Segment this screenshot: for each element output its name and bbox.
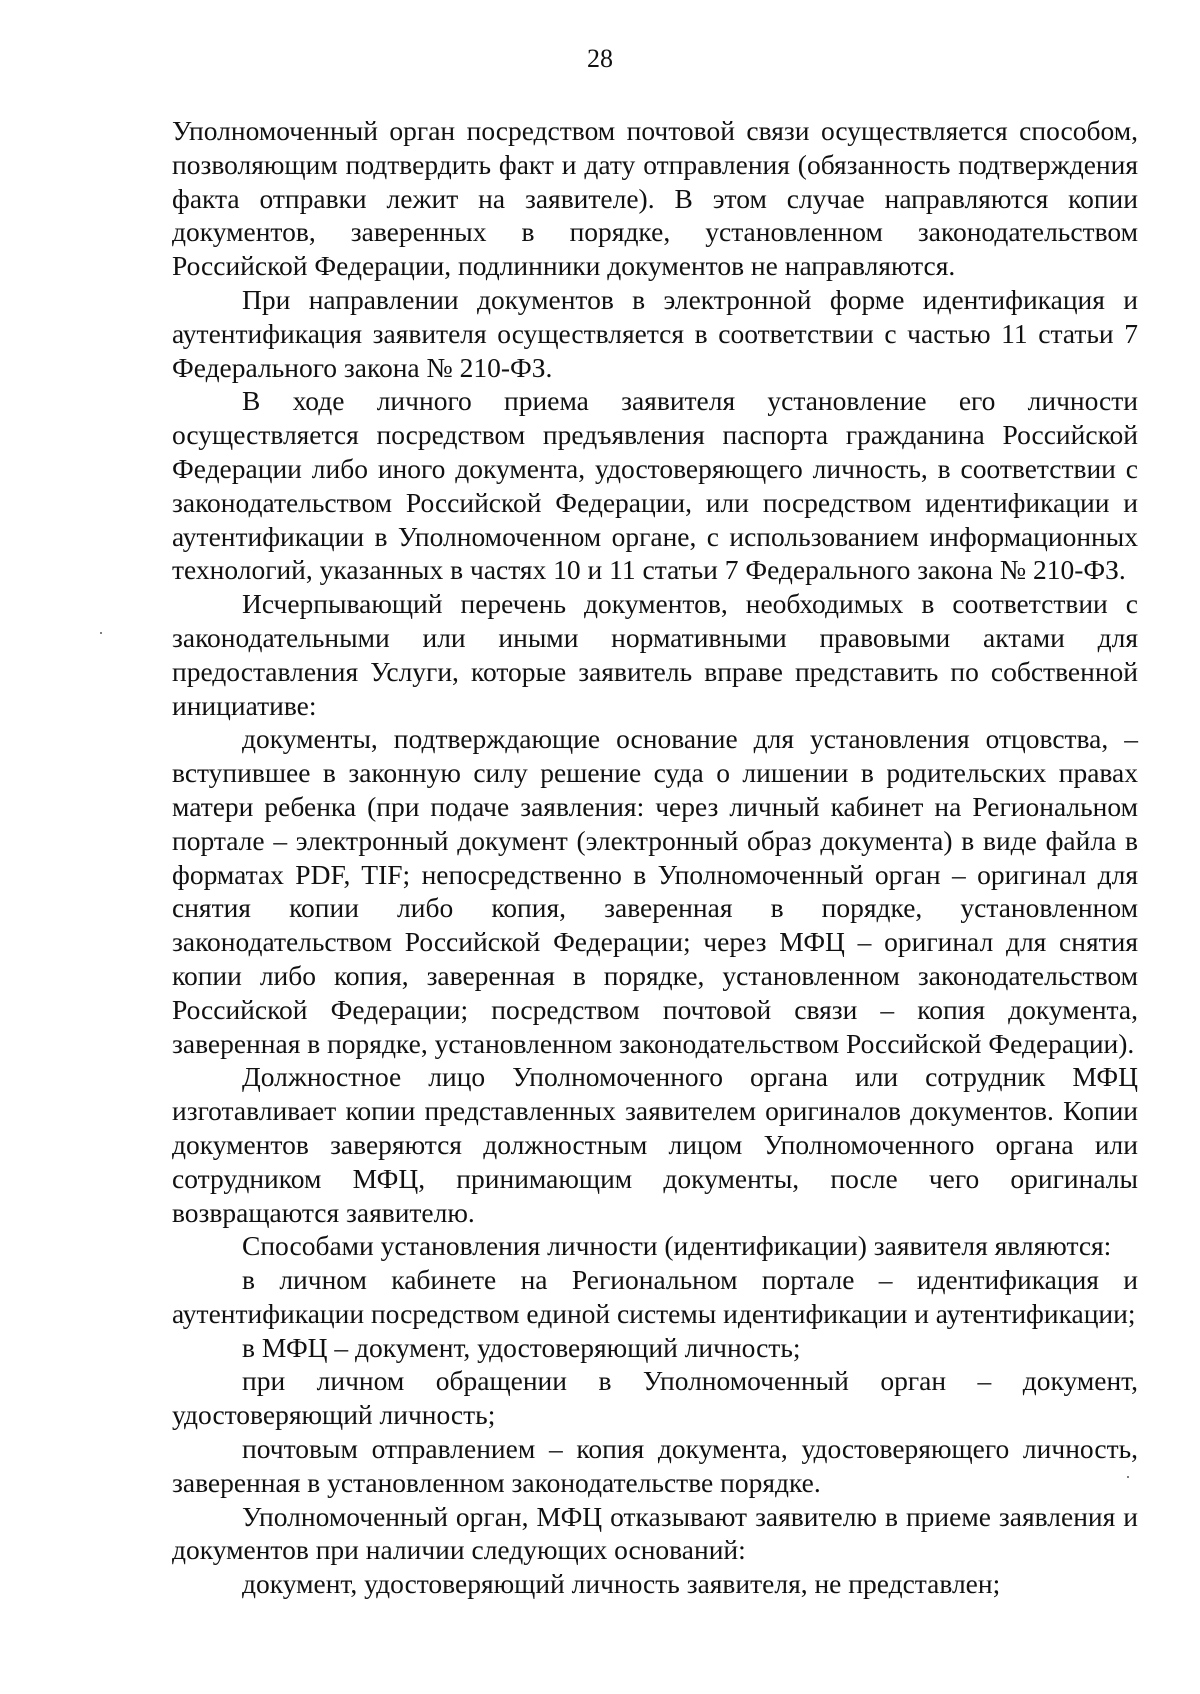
paragraph-electronic-identification: При направлении документов в электронной форме идентификация и аутентификация заявителя осуществляется в соответствии с частью 11 статьи 7 Федерального закона № 210-ФЗ.	[172, 283, 1138, 383]
paragraph-documents-list-intro: Исчерпывающий перечень документов, необходимых в соответствии с законодательными или иными нормативными правовыми актами для предоставления Услуги, которые заявитель вправе представить по собственной инициативе:	[172, 588, 1138, 721]
scan-speck	[1127, 1476, 1129, 1478]
list-item-postal: почтовым отправлением – копия документа, удостоверяющего личность, заверенная в установленном законодательстве порядке.	[172, 1433, 1138, 1498]
paragraph-copies-certification: Должностное лицо Уполномоченного органа или сотрудник МФЦ изготавливает копии представленных заявителем оригиналов документов. Копии документов заверяются должностным лицом Уполномоченного органа или сотрудником МФЦ, принимающим документы, после чего оригиналы возвращаются заявителю.	[172, 1061, 1138, 1228]
list-item-mfc: в МФЦ – документ, удостоверяющий личность;	[242, 1331, 801, 1363]
paragraph-paternity-documents: документы, подтверждающие основание для установления отцовства, – вступившее в законную силу решение суда о лишении в родительских правах матери ребенка (при подаче заявления: через личный кабинет на Региональном портале – электронный документ (электронный образ документа) в виде файла в форматах PDF, TIF; непосредственно в Уполномоченный орган – оригинал для снятия копии либо копия, заверенная в порядке, установленном законодательством Российской Федерации; через МФЦ – оригинал для снятия копии либо копия, заверенная в порядке, установленном законодательством Российской Федерации; посредством почтовой связи – копия документа, заверенная в порядке, установленном законодательством Российской Федерации).	[172, 723, 1138, 1059]
page-number: 28	[587, 44, 613, 73]
list-item-no-identity-document: документ, удостоверяющий личность заявителя, не представлен;	[242, 1568, 1001, 1600]
list-item-personal-visit: при личном обращении в Уполномоченный орган – документ, удостоверяющий личность;	[172, 1365, 1138, 1431]
scan-speck	[100, 632, 102, 634]
list-item-regional-portal: в личном кабинете на Региональном портале – идентификация и аутентификации посредством единой системы идентификации и аутентификации;	[172, 1264, 1138, 1329]
paragraph-identification-methods: Способами установления личности (идентификации) заявителя являются:	[242, 1230, 1112, 1262]
document-body	[172, 114, 1138, 1601]
paragraph-refusal-grounds: Уполномоченный орган, МФЦ отказывают заявителю в приеме заявления и документов при наличии следующих оснований:	[172, 1500, 1138, 1566]
paragraph-personal-reception: В ходе личного приема заявителя установление его личности осуществляется посредством предъявления паспорта гражданина Российской Федерации либо иного документа, удостоверяющего личность, в соответствии с законодательством Российской Федерации, или посредством идентификации и аутентификации в Уполномоченном органе, с использованием информационных технологий, указанных в частях 10 и 11 статьи 7 Федерального закона № 210-ФЗ.	[172, 385, 1138, 586]
paragraph-postal-submission: Уполномоченный орган посредством почтовой связи осуществляется способом, позволяющим подтвердить факт и дату отправления (обязанность подтверждения факта отправки лежит на заявителе). В этом случае направляются копии документов, заверенных в порядке, установленном законодательством Российской Федерации, подлинники документов не направляются.	[172, 115, 1138, 282]
